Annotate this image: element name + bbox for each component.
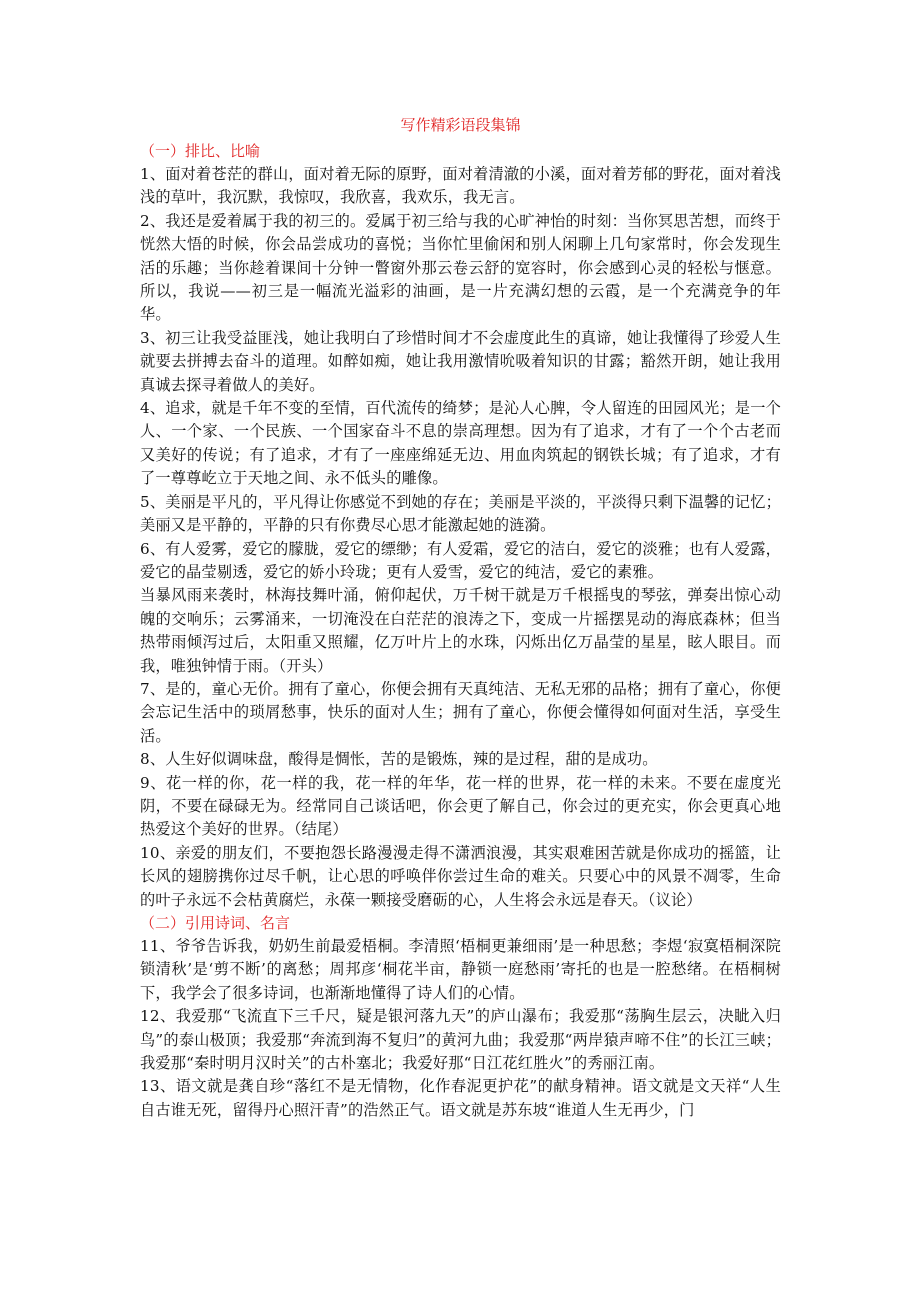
section-heading-2: （二）引用诗词、名言 <box>140 914 291 932</box>
paragraph: 5、美丽是平凡的，平凡得让你感觉不到她的存在；美丽是平淡的，平淡得只剩下温馨的记忆；美丽又是平静的，平静的只有你费尽心思才能激起她的涟漪。 <box>140 492 781 535</box>
paragraph-group-2 <box>140 935 781 1122</box>
paragraph: 13、语文就是龚自珍“落红不是无情物，化作春泥更护花”的献身精神。语文就是文天祥“人生自古谁无死，留得丹心照汗青”的浩然正气。语文就是苏东坡“谁道人生无再少，门 <box>140 1077 781 1119</box>
section-heading-1: （一）排比、比喻 <box>140 142 261 160</box>
paragraph: 4、追求，就是千年不变的至情，百代流传的绮梦；是沁人心脾，令人留连的田园风光；是一个人、一个家、一个民族、一个国家奋斗不息的崇高理想。因为有了追求，才有了一个个古老而又美好的传说；有了追求，才有了一座座绵延无边、用血肉筑起的钢铁长城；有了追求，才有了一尊尊屹立于天地之间、永不低头的雕像。 <box>140 399 781 488</box>
paragraph: 11、爷爷告诉我，奶奶生前最爱梧桐。李清照‘梧桐更兼细雨’是一种思愁；李煜‘寂寞梧桐深院锁清秋’是‘剪不断’的离愁；周邦彦‘桐花半亩，静锁一庭愁雨’寄托的也是一腔愁绪。在梧桐树下，我学会了很多诗词，也渐渐地懂得了诗人们的心情。 <box>140 937 781 1002</box>
paragraph: 12、我爱那“飞流直下三千尺，疑是银河落九天”的庐山瀑布；我爱那“荡胸生层云，决眦入归鸟”的泰山极顶；我爱那“奔流到海不复归”的黄河九曲；我爱那“两岸猿声啼不住”的长江三峡；我爱那“秦时明月汉时关”的古朴塞北；我爱好那“日江花红胜火”的秀丽江南。 <box>140 1007 781 1073</box>
paragraph: 6、有人爱雾，爱它的朦胧，爱它的缥缈；有人爱霜，爱它的洁白，爱它的淡雅；也有人爱露，爱它的晶莹剔透，爱它的娇小玲珑；更有人爱雪，爱它的纯洁，爱它的素雅。 <box>140 539 781 581</box>
paragraph: 当暴风雨来袭时，林海技舞叶涌，俯仰起伏，万千树干就是万千根摇曳的琴弦，弹奏出惊心动魄的交响乐；云雾涌来，一切淹没在白茫茫的浪涛之下，变成一片摇摆晃动的海底森林；但当热带雨倾泻过后，太阳重又照耀，亿万叶片上的水珠，闪烁出亿万晶莹的星星，眩人眼目。而我，唯独钟情于雨。（开头） <box>140 586 781 675</box>
paragraph-group-1 <box>140 163 781 912</box>
paragraph: 10、亲爱的朋友们，不要抱怨长路漫漫走得不潇洒浪漫，其实艰难困苦就是你成功的摇篮，让长风的翅膀携你过尽千帆，让心思的呼唤伴你尝过生命的难关。只要心中的风景不凋零，生命的叶子永远不会枯黄腐烂，永葆一颗接受磨砺的心，人生将会永远是春天。（议论） <box>140 843 781 909</box>
paragraph: 9、花一样的你，花一样的我，花一样的年华，花一样的世界，花一样的未来。不要在虚度光阴，不要在碌碌无为。经常同自己谈话吧，你会更了解自己，你会过的更充实，你会更真心地热爱这个美好的世界。（结尾） <box>140 773 781 839</box>
paragraph: 1、面对着苍茫的群山，面对着无际的原野，面对着清澈的小溪，面对着芳郁的野花，面对着浅浅的草叶，我沉默，我惊叹，我欣喜，我欢乐，我无言。 <box>140 165 781 207</box>
document-page <box>140 112 781 1122</box>
paragraph: 3、初三让我受益匪浅，她让我明白了珍惜时间才不会虚度此生的真谛，她让我懂得了珍爱人生就要去拼搏去奋斗的道理。如醉如痴，她让我用激情吮吸着知识的甘露；豁然开朗，她让我用真诚去探寻着做人的美好。 <box>140 328 781 394</box>
document-title: 写作精彩语段集锦 <box>400 116 521 134</box>
paragraph: 7、是的，童心无价。拥有了童心，你便会拥有天真纯洁、无私无邪的品格；拥有了童心，你便会忘记生活中的琐屑愁事，快乐的面对人生；拥有了童心，你便会懂得如何面对生活，享受生活。 <box>140 679 781 745</box>
paragraph: 8、人生好似调味盘，酸得是惆怅，苦的是锻炼，辣的是过程，甜的是成功。 <box>140 750 658 769</box>
paragraph: 2、我还是爱着属于我的初三的。爱属于初三给与我的心旷神怡的时刻：当你冥思苦想，而终于恍然大悟的时候，你会品尝成功的喜悦；当你忙里偷闲和别人闲聊上几句家常时，你会发现生活的乐趣；当你趁着课间十分钟一瞥窗外那云卷云舒的宽容时，你会感到心灵的轻松与惬意。所以，我说——初三是一幅流光溢彩的油画，是一片充满幻想的云霞，是一个充满竞争的年华。 <box>140 211 781 324</box>
